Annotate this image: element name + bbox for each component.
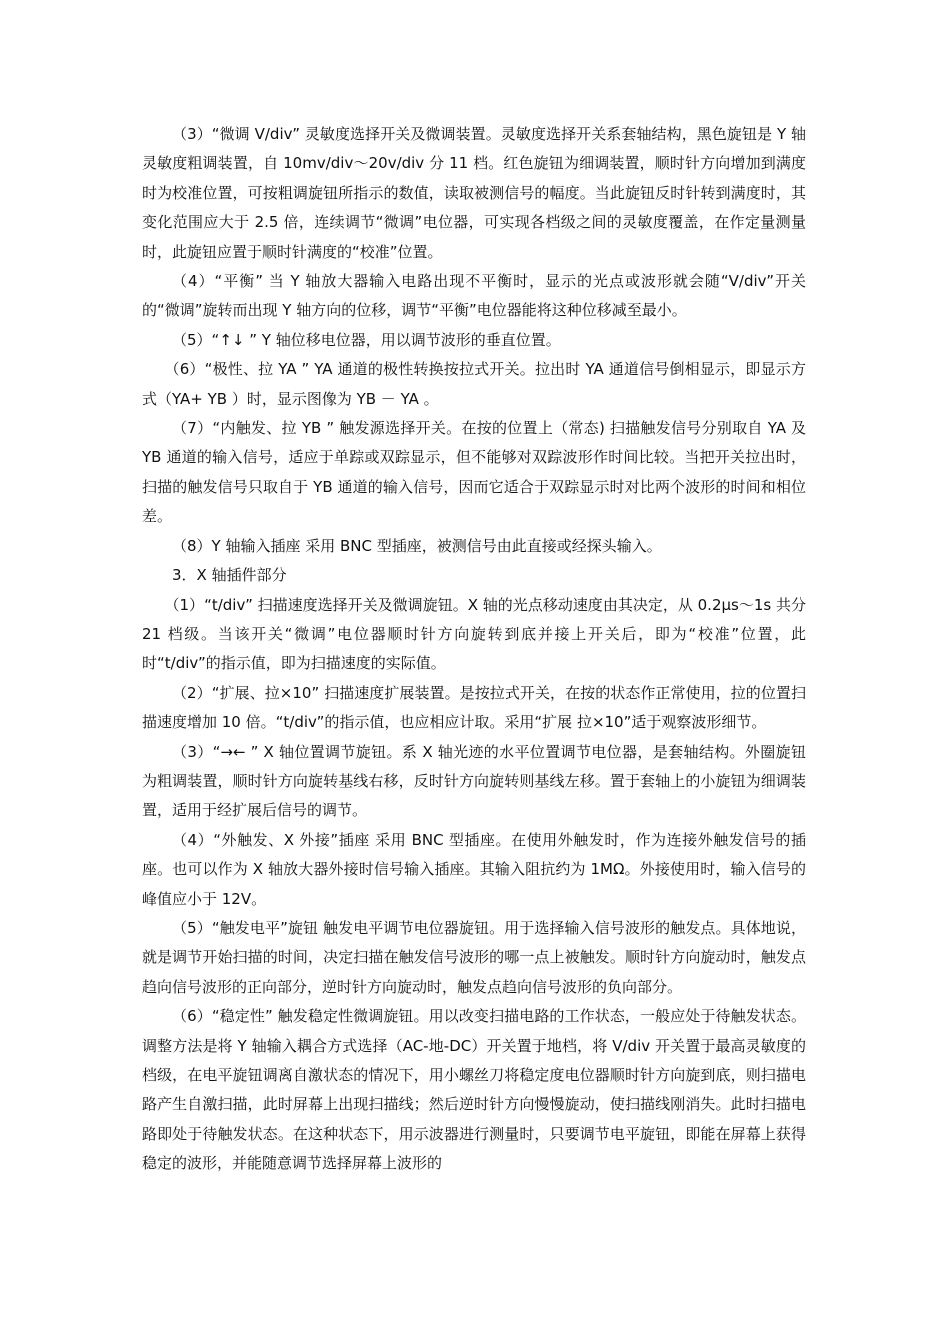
paragraph-t-div: （1）“t/div” 扫描速度选择开关及微调旋钮。X 轴的光点移动速度由其决定，从 0.2μs～1s 共分 21 档级。当该开关“微调”电位器顺时针方向旋转到底并接上开关后，即为“校准”位置，此时“t/div”的指示值，即为扫描速度的实际值。 [142, 595, 806, 673]
paragraph-y-input: （8）Y 轴输入插座 采用 BNC 型插座，被测信号由此直接或经探头输入。 [172, 536, 662, 555]
paragraph-trigger-level: （5）“触发电平”旋钮 触发电平调节电位器旋钮。用于选择输入信号波形的触发点。具体地说，就是调节开始扫描的时间，决定扫描在触发信号波形的哪一点上被触发。顺时针方向旋动时，触发点趋向信号波形的正向部分，逆时针方向旋动时，触发点趋向信号波形的负向部分。 [142, 918, 806, 996]
paragraph-internal-trigger: （7）“内触发、拉 YB ” 触发源选择开关。在按的位置上（常态) 扫描触发信号分别取自 YA 及 YB 通道的输入信号，适应于单踪或双踪显示，但不能够对双踪波形作时间比较。当把开关拉出时，扫描的触发信号只取自于 YB 通道的输入信号，因而它适合于双踪显示时对比两个波形的时间和相位差。 [142, 419, 806, 526]
paragraph-y-fine-adjust: （3）“微调 V/div” 灵敏度选择开关及微调装置。灵敏度选择开关系套轴结构，黑色旋钮是 Y 轴灵敏度粗调装置，自 10mv/div～20v/div 分 11 档。红色旋钮为细调装置，顺时针方向增加到满度时为校准位置，可按粗调旋钮所指示的数值，读取被测信号的幅度。当此旋钮反时针转到满度时，其变化范围应大于 2.5 倍，连续调节“微调”电位器，可实现各档级之间的灵敏度覆盖，在作定量测量时，此旋钮应置于顺时针满度的“校准”位置。 [142, 125, 806, 261]
paragraph-sweep-expand: （2）“扩展、拉×10” 扫描速度扩展装置。是按拉式开关，在按的状态作正常使用，拉的位置扫描速度增加 10 倍。“t/div”的指示值，也应相应计取。采用“扩展 拉×10”适于观察波形细节。 [142, 683, 806, 732]
paragraph-stability: （6）“稳定性” 触发稳定性微调旋钮。用以改变扫描电路的工作状态，一般应处于待触发状态。调整方法是将 Y 轴输入耦合方式选择（AC-地-DC）开关置于地档，将 V/div 开关置于最高灵敏度的档级，在电平旋钮调离自激状态的情况下，用小螺丝刀将稳定度电位器顺时针方向旋到底，则扫描电路产生自激扫描，此时屏幕上出现扫描线；然后逆时针方向慢慢旋动，使扫描线刚消失。此时扫描电路即处于待触发状态。在这种状态下，用示波器进行测量时，只要调节电平旋钮，即能在屏幕上获得稳定的波形，并能随意调节选择屏幕上波形的 [142, 1007, 806, 1173]
paragraph-y-shift: （5）“↑↓ ” Y 轴位移电位器，用以调节波形的垂直位置。 [172, 330, 561, 349]
section-heading-x-axis: 3．X 轴插件部分 [172, 566, 287, 585]
body-text [142, 120, 806, 1179]
paragraph-external-trigger: （4）“外触发、X 外接”插座 采用 BNC 型插座。在使用外触发时，作为连接外触发信号的插座。也可以作为 X 轴放大器外接时信号输入插座。其输入阻抗约为 1MΩ。外接使用时，输入信号的峰值应小于 12V。 [142, 830, 806, 908]
paragraph-x-position: （3）“→← ” X 轴位置调节旋钮。系 X 轴光迹的水平位置调节电位器，是套轴结构。外圈旋钮为粗调装置，顺时针方向旋转基线右移，反时针方向旋转则基线左移。置于套轴上的小旋钮为细调装置，适用于经扩展后信号的调节。 [142, 742, 806, 820]
paragraph-y-balance: （4）“平衡” 当 Y 轴放大器输入电路出现不平衡时，显示的光点或波形就会随“V/div”开关的“微调”旋转而出现 Y 轴方向的位移，调节“平衡”电位器能将这种位移减至最小。 [142, 272, 806, 320]
paragraph-polarity: （6）“极性、拉 YA ” YA 通道的极性转换按拉式开关。拉出时 YA 通道信号倒相显示，即显示方式（YA+ YB ）时，显示图像为 YB － YA 。 [142, 360, 806, 408]
